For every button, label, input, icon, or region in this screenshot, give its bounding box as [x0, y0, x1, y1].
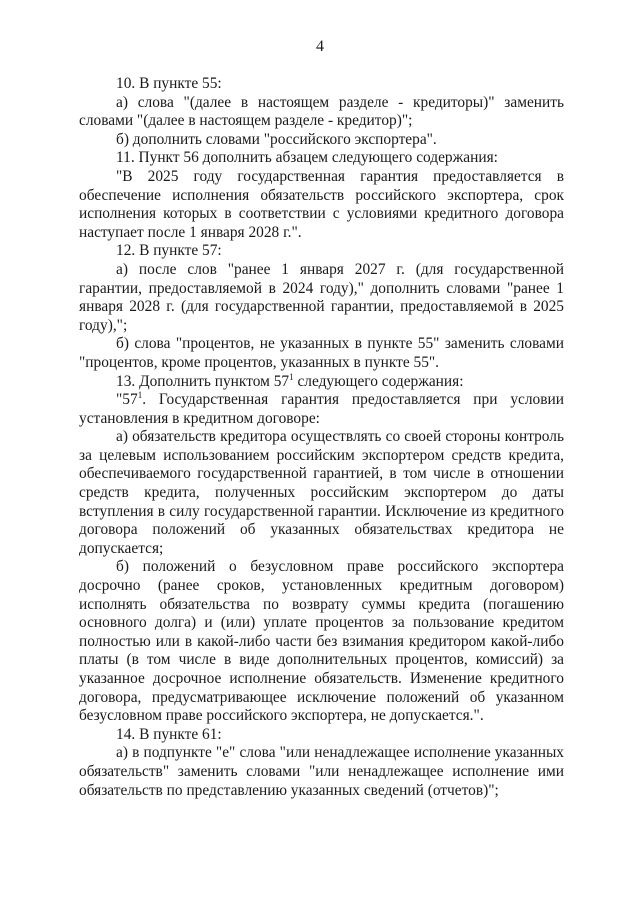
document-body — [79, 75, 564, 800]
page-number: 4 — [316, 38, 324, 55]
paragraph-14a: а) в подпункте "е" слова "или ненадлежащее исполнение указанных обязательств" заменить словами "или ненадлежащее исполнение ими обязательств по представлению указанных сведений (отчетов)"; — [79, 744, 564, 799]
paragraph-11-heading: 11. Пункт 56 дополнить абзацем следующего содержания: — [116, 149, 498, 167]
paragraph-57-1-b: б) положений о безусловном праве российского экспортера досрочно (ранее сроков, установленных кредитным договором) исполнять обязательства по возврату суммы кредита (погашению основного долга) и (или) уплате процентов за пользование кредитом полностью или в какой-либо части без взимания кредитором какой-либо платы (в том числе в виде дополнительных процентов, комиссий) за указанное досрочное исполнение обязательств. Изменение кредитного договора, предусматривающее исключение положений об указанном безусловном праве российского экспортера, не допускается.". — [79, 558, 564, 725]
paragraph-57-1-end: . Государственная гарантия предоставляется при условии установления в кредитном договоре: — [79, 391, 564, 427]
paragraph-57-1-intro — [79, 391, 564, 428]
paragraph-10a: а) слова "(далее в настоящем разделе - кредиторы)" заменить словами "(далее в настоящем разделе - кредитор)"; — [79, 93, 564, 130]
paragraph-14-heading: 14. В пункте 61: — [116, 725, 222, 743]
paragraph-57-1-start: "57 — [116, 391, 138, 409]
paragraph-57-1-a: а) обязательств кредитора осуществлять со своей стороны контроль за целевым использованием российским экспортером средств кредита, обеспечиваемого государственной гарантией, в том числе в отношении средств кредита, полученных российским экспортером до даты вступления в силу государственной гарантии. Исключение из кредитного договора положений об указанных обязательствах кредитора не допускается; — [79, 428, 564, 557]
paragraph-10-heading: 10. В пункте 55: — [116, 75, 222, 92]
paragraph-10b: б) дополнить словами "российского экспортера". — [116, 130, 437, 148]
paragraph-12a: а) после слов "ранее 1 января 2027 г. (для государственной гарантии, предоставляемой в 2024 году)," дополнить словами "ранее 1 января 2028 г. (для государственной гарантии, предоставляемой в 2025 году),"; — [79, 260, 564, 334]
superscript-1: 1 — [289, 371, 294, 382]
paragraph-13-heading — [79, 373, 564, 392]
superscript-1: 1 — [137, 390, 143, 401]
paragraph-12-heading: 12. В пункте 57: — [116, 242, 222, 260]
paragraph-13-text-end: следующего содержания: — [293, 372, 464, 390]
paragraph-12b: б) слова "процентов, не указанных в пункте 55" заменить словами "процентов, кроме процентов, указанных в пункте 55". — [79, 335, 564, 371]
paragraph-13-text-start: 13. Дополнить пунктом 57 — [116, 372, 290, 390]
paragraph-11-text: "В 2025 году государственная гарантия предоставляется в обеспечение исполнения обязательств российского экспортера, срок исполнения которых в соответствии с условиями кредитного договора наступает после 1 января 2028 г.". — [79, 167, 564, 241]
